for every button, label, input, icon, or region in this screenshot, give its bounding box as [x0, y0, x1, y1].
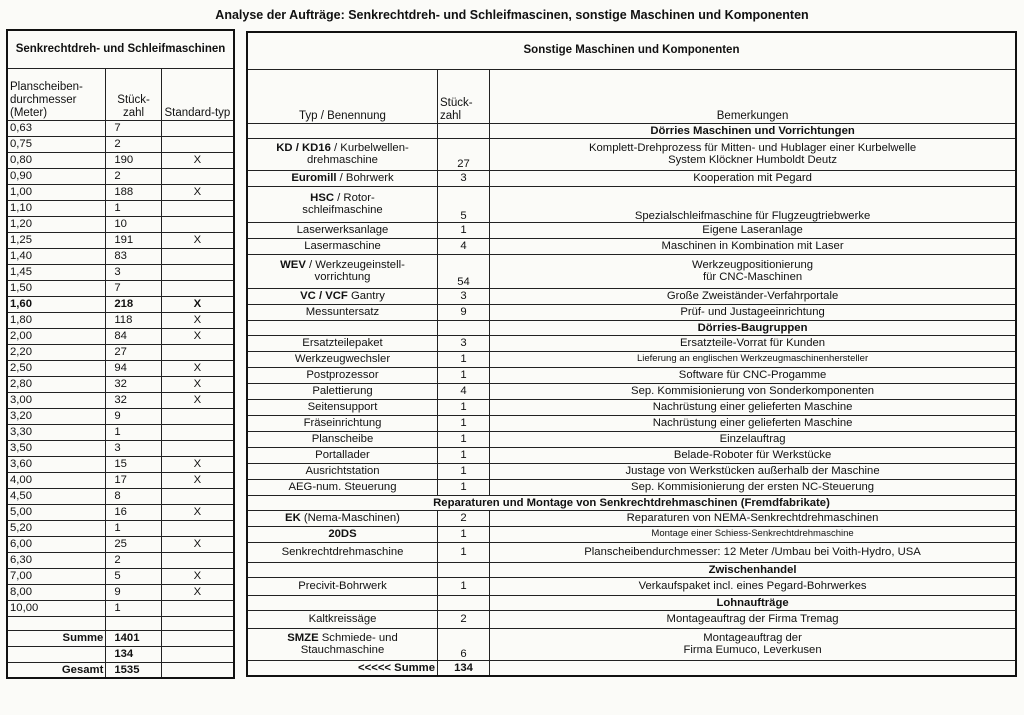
row-count: 5: [437, 186, 489, 222]
standard-cell: X: [161, 312, 234, 328]
row-type: Portallader: [247, 447, 437, 463]
diameter-cell: 0,90: [7, 168, 106, 184]
count-cell: 8: [106, 488, 161, 504]
row-remark: Montageauftrag der Firma Tremag: [490, 610, 1016, 628]
standard-cell: [161, 248, 234, 264]
row-type: Ersatzteilepaket: [247, 335, 437, 351]
table-row: [7, 424, 234, 440]
standard-cell: X: [161, 584, 234, 600]
count-cell: 2: [106, 552, 161, 568]
row-count: 1: [437, 415, 489, 431]
row-remark: Einzelauftrag: [490, 431, 1016, 447]
row-remark: Sep. Kommisionierung von Sonderkomponenten: [490, 383, 1016, 399]
table-row: [7, 344, 234, 360]
row-remark: Kooperation mit Pegard: [490, 170, 1016, 186]
row-count: 1: [437, 479, 489, 495]
row-remark: Komplett-Drehprozess für Mitten- und Hublager einer Kurbelwelle System Klöckner Humboldt Deutz: [490, 138, 1016, 170]
row-remark: Werkzeugpositionierung für CNC-Maschinen: [490, 254, 1016, 288]
standard-cell: X: [161, 536, 234, 552]
row-count: 1: [437, 367, 489, 383]
right-table: [246, 31, 1017, 677]
standard-cell: [161, 552, 234, 568]
section-heading: Zwischenhandel: [490, 562, 1016, 577]
count-cell: 7: [106, 280, 161, 296]
gesamt-label: Gesamt: [7, 662, 106, 678]
count-cell: 15: [106, 456, 161, 472]
row-remark: Montageauftrag der Firma Eumuco, Leverkusen: [490, 628, 1016, 660]
count-cell: 27: [106, 344, 161, 360]
standard-cell: [161, 168, 234, 184]
row-type: Postprozessor: [247, 367, 437, 383]
table-row: [7, 120, 234, 136]
standard-cell: [161, 216, 234, 232]
standard-cell: [161, 488, 234, 504]
row-type: Precivit-Bohrwerk: [247, 577, 437, 595]
count-cell: 3: [106, 440, 161, 456]
row-type: EK (Nema-Maschinen): [247, 510, 437, 526]
count-cell: 84: [106, 328, 161, 344]
standard-cell: X: [161, 392, 234, 408]
table-row: [7, 600, 234, 616]
table-row: [7, 312, 234, 328]
row-remark: Verkaufspaket incl. eines Pegard-Bohrwerkes: [490, 577, 1016, 595]
table-row: [7, 440, 234, 456]
count-cell: 188: [106, 184, 161, 200]
table-row: [7, 136, 234, 152]
row-count: 9: [437, 304, 489, 320]
diameter-cell: 3,30: [7, 424, 106, 440]
diameter-cell: 1,80: [7, 312, 106, 328]
diameter-cell: 5,00: [7, 504, 106, 520]
count-cell: 25: [106, 536, 161, 552]
row-remark: Maschinen in Kombination mit Laser: [490, 238, 1016, 254]
table-row: [7, 232, 234, 248]
row-count: 1: [437, 399, 489, 415]
row-remark: Reparaturen von NEMA-Senkrechtdrehmaschinen: [490, 510, 1016, 526]
row-remark: Planscheibendurchmesser: 12 Meter /Umbau bei Voith-Hydro, USA: [490, 542, 1016, 562]
diameter-cell: 2,50: [7, 360, 106, 376]
diameter-cell: 8,00: [7, 584, 106, 600]
count-cell: 1: [106, 424, 161, 440]
standard-cell: [161, 520, 234, 536]
row-remark: Sep. Kommisionierung der ersten NC-Steuerung: [490, 479, 1016, 495]
table-row: [7, 504, 234, 520]
row-remark: Justage von Werkstücken außerhalb der Maschine: [490, 463, 1016, 479]
count-cell: 16: [106, 504, 161, 520]
count-cell: 32: [106, 376, 161, 392]
diameter-cell: 6,30: [7, 552, 106, 568]
table-row: [7, 520, 234, 536]
diameter-cell: 3,00: [7, 392, 106, 408]
diameter-cell: 0,63: [7, 120, 106, 136]
count-cell: 2: [106, 136, 161, 152]
row-type: KD / KD16 / Kurbelwellen- drehmaschine: [247, 138, 437, 170]
table-row: [7, 264, 234, 280]
table-row: [7, 568, 234, 584]
row-count: 1: [437, 542, 489, 562]
col-count-header: Stück-zahl: [437, 69, 489, 123]
standard-cell: X: [161, 360, 234, 376]
table-row: [7, 552, 234, 568]
row-remark: Eigene Laseranlage: [490, 222, 1016, 238]
row-count: 1: [437, 447, 489, 463]
diameter-cell: 2,80: [7, 376, 106, 392]
row-remark: Nachrüstung einer gelieferten Maschine: [490, 399, 1016, 415]
table-row: [7, 584, 234, 600]
count-cell: 2: [106, 168, 161, 184]
row-remark: Nachrüstung einer gelieferten Maschine: [490, 415, 1016, 431]
table-row: [7, 184, 234, 200]
standard-cell: [161, 264, 234, 280]
diameter-cell: 2,20: [7, 344, 106, 360]
standard-cell: [161, 200, 234, 216]
standard-cell: [161, 600, 234, 616]
col-count-header: Stück-zahl: [106, 68, 161, 120]
row-type: VC / VCF Gantry: [247, 288, 437, 304]
row-type: Euromill / Bohrwerk: [247, 170, 437, 186]
row-type: Fräseinrichtung: [247, 415, 437, 431]
table-row: [7, 152, 234, 168]
sum-label: <<<<< Summe: [247, 660, 437, 676]
row-remark: Belade-Roboter für Werkstücke: [490, 447, 1016, 463]
diameter-cell: 1,45: [7, 264, 106, 280]
row-count: 3: [437, 170, 489, 186]
diameter-cell: 5,20: [7, 520, 106, 536]
col-standard-header: Standard-typ: [161, 68, 234, 120]
diameter-cell: 1,60: [7, 296, 106, 312]
row-count: 6: [437, 628, 489, 660]
standard-cell: [161, 408, 234, 424]
standard-cell: X: [161, 568, 234, 584]
count-cell: 83: [106, 248, 161, 264]
left-table-header: Senkrechtdreh- und Schleifmaschinen: [7, 30, 234, 68]
row-type: Senkrechtdrehmaschine: [247, 542, 437, 562]
diameter-cell: 1,40: [7, 248, 106, 264]
count-cell: 118: [106, 312, 161, 328]
row-count: 1: [437, 222, 489, 238]
count-cell: 10: [106, 216, 161, 232]
diameter-cell: 1,00: [7, 184, 106, 200]
count-cell: 32: [106, 392, 161, 408]
row-type: Laserwerksanlage: [247, 222, 437, 238]
row-remark: Lieferung an englischen Werkzeugmaschinenhersteller: [490, 351, 1016, 367]
row-count: 4: [437, 383, 489, 399]
row-count: 1: [437, 577, 489, 595]
row-type: Kaltkreissäge: [247, 610, 437, 628]
col-remarks-header: Bemerkungen: [490, 69, 1016, 123]
row-count: 1: [437, 526, 489, 542]
count-cell: 7: [106, 120, 161, 136]
table-row: [7, 168, 234, 184]
row-remark: Software für CNC-Progamme: [490, 367, 1016, 383]
diameter-cell: 6,00: [7, 536, 106, 552]
count-cell: 9: [106, 584, 161, 600]
diameter-cell: 1,50: [7, 280, 106, 296]
standard-cell: [161, 280, 234, 296]
standard-cell: [161, 424, 234, 440]
count-cell: 94: [106, 360, 161, 376]
count-cell: 1: [106, 600, 161, 616]
count-cell: 17: [106, 472, 161, 488]
row-type: SMZE Schmiede- und Stauchmaschine: [247, 628, 437, 660]
standard-cell: X: [161, 456, 234, 472]
row-count: 3: [437, 335, 489, 351]
count-cell: 218: [106, 296, 161, 312]
table-row: [7, 536, 234, 552]
row-type: AEG-num. Steuerung: [247, 479, 437, 495]
table-row: [7, 456, 234, 472]
row-type: Werkzeugwechsler: [247, 351, 437, 367]
count-cell: 191: [106, 232, 161, 248]
col-diameter-header: Planscheiben-durchmesser (Meter): [7, 68, 106, 120]
row-type: WEV / Werkzeugeinstell- vorrichtung: [247, 254, 437, 288]
row-count: 27: [437, 138, 489, 170]
table-row: [7, 216, 234, 232]
section-heading: Reparaturen und Montage von Senkrechtdrehmaschinen (Fremdfabrikate): [247, 495, 1016, 510]
col-type-header: Typ / Benennung: [247, 69, 437, 123]
row-type: Lasermaschine: [247, 238, 437, 254]
row-remark: Ersatzteile-Vorrat für Kunden: [490, 335, 1016, 351]
section-heading: Dörries Maschinen und Vorrichtungen: [490, 123, 1016, 138]
standard-cell: [161, 120, 234, 136]
table-row: [7, 488, 234, 504]
diameter-cell: 1,10: [7, 200, 106, 216]
row-remark: Spezialschleifmaschine für Flugzeugtriebwerke: [490, 186, 1016, 222]
row-count: 1: [437, 351, 489, 367]
standard-cell: [161, 440, 234, 456]
table-row: [7, 472, 234, 488]
diameter-cell: 7,00: [7, 568, 106, 584]
standard-cell: X: [161, 376, 234, 392]
row-count: 1: [437, 463, 489, 479]
standard-cell: [161, 344, 234, 360]
row-count: 4: [437, 238, 489, 254]
row-count: 54: [437, 254, 489, 288]
row-remark: Große Zweiständer-Verfahrportale: [490, 288, 1016, 304]
row-type: HSC / Rotor- schleifmaschine: [247, 186, 437, 222]
row-type: Palettierung: [247, 383, 437, 399]
standard-cell: X: [161, 328, 234, 344]
standard-cell: X: [161, 184, 234, 200]
standard-cell: X: [161, 296, 234, 312]
diameter-cell: 4,50: [7, 488, 106, 504]
diameter-cell: 2,00: [7, 328, 106, 344]
standard-cell: X: [161, 504, 234, 520]
standard-cell: X: [161, 152, 234, 168]
diameter-cell: 1,20: [7, 216, 106, 232]
diameter-cell: 3,50: [7, 440, 106, 456]
diameter-cell: 3,60: [7, 456, 106, 472]
section-heading: Dörries-Baugruppen: [490, 320, 1016, 335]
table-row: [7, 248, 234, 264]
diameter-cell: 1,25: [7, 232, 106, 248]
row-type: 20DS: [247, 526, 437, 542]
summe-value: 1401: [106, 630, 161, 646]
table-row: [7, 360, 234, 376]
row-count: 2: [437, 610, 489, 628]
row-count: 1: [437, 431, 489, 447]
count-cell: 1: [106, 520, 161, 536]
row-remark: Montage einer Schiess-Senkrechtdrehmaschine: [490, 526, 1016, 542]
summe-label: Summe: [7, 630, 106, 646]
diameter-cell: 10,00: [7, 600, 106, 616]
sum-value: 134: [437, 660, 489, 676]
diameter-cell: 3,20: [7, 408, 106, 424]
page-title: Analyse der Aufträge: Senkrechtdreh- und Schleifmascinen, sonstige Maschinen und Komponenten: [215, 8, 809, 22]
row-count: 2: [437, 510, 489, 526]
right-table-header: Sonstige Maschinen und Komponenten: [247, 32, 1016, 69]
sonstige-label: [7, 646, 106, 662]
left-table: [6, 29, 235, 679]
count-cell: 190: [106, 152, 161, 168]
table-row: [7, 328, 234, 344]
table-row: [7, 408, 234, 424]
sonstige-value: 134: [106, 646, 161, 662]
row-type: Planscheibe: [247, 431, 437, 447]
row-type: Ausrichtstation: [247, 463, 437, 479]
count-cell: 1: [106, 200, 161, 216]
diameter-cell: 0,75: [7, 136, 106, 152]
diameter-cell: 4,00: [7, 472, 106, 488]
standard-cell: [161, 136, 234, 152]
table-row: [7, 392, 234, 408]
row-remark: Prüf- und Justageeinrichtung: [490, 304, 1016, 320]
count-cell: 9: [106, 408, 161, 424]
row-count: 3: [437, 288, 489, 304]
section-heading: Lohnaufträge: [490, 595, 1016, 610]
table-row: [7, 296, 234, 312]
row-type: Seitensupport: [247, 399, 437, 415]
table-row: [7, 376, 234, 392]
row-type: Messuntersatz: [247, 304, 437, 320]
gesamt-value: 1535: [106, 662, 161, 678]
table-row: [7, 200, 234, 216]
standard-cell: X: [161, 232, 234, 248]
count-cell: 3: [106, 264, 161, 280]
standard-cell: X: [161, 472, 234, 488]
table-row: [7, 280, 234, 296]
count-cell: 5: [106, 568, 161, 584]
diameter-cell: 0,80: [7, 152, 106, 168]
